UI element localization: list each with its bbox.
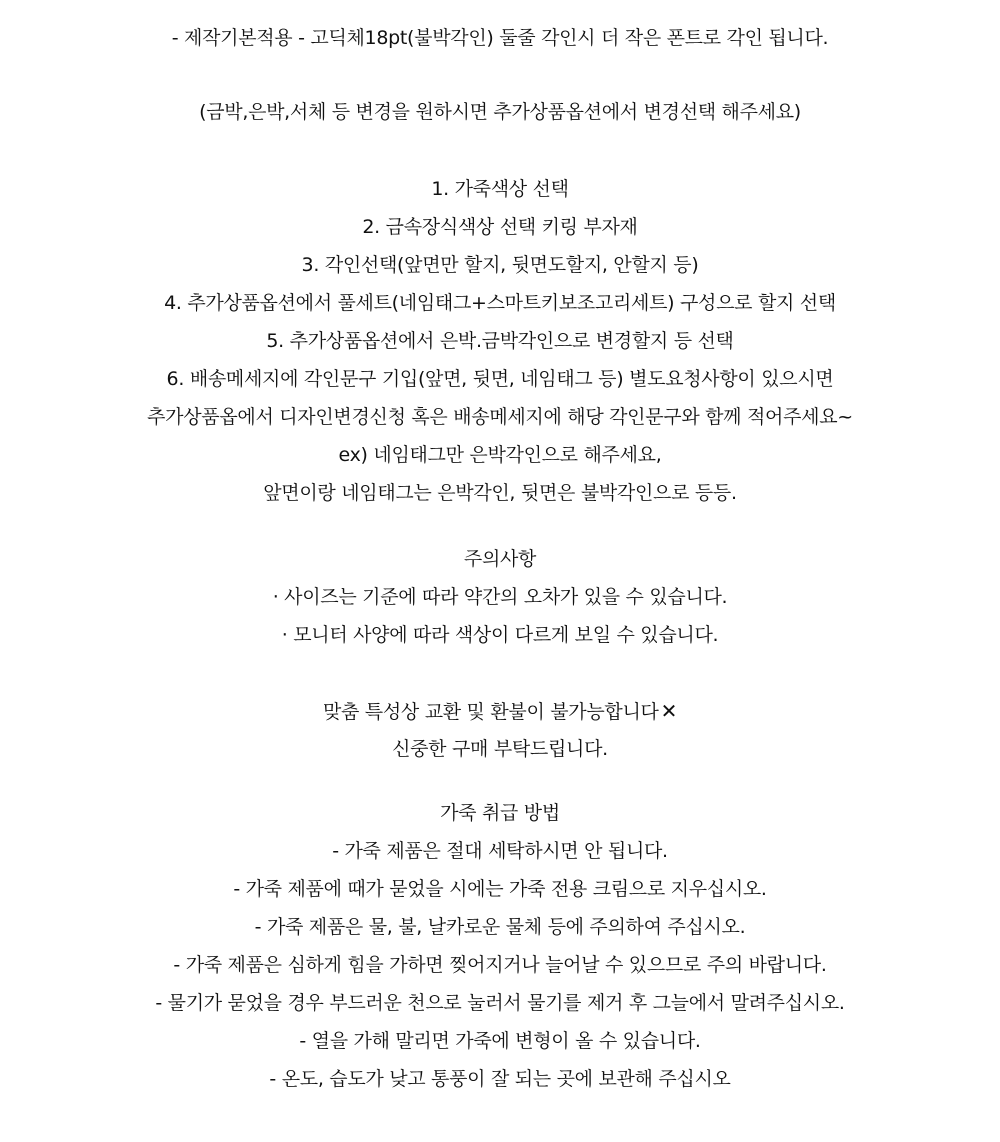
step-item: 1. 가죽색상 선택	[431, 178, 569, 200]
change-option-note: (금박,은박,서체 등 변경을 원하시면 추가상품옵션에서 변경선택 해주세요)	[199, 101, 801, 123]
step-item: 5. 추가상품옵션에서 은박.금박각인으로 변경할지 등 선택	[266, 330, 734, 352]
care-item: - 물기가 묻었을 경우 부드러운 천으로 눌러서 물기를 제거 후 그늘에서 말려주십시오.	[155, 992, 845, 1014]
step-item: 앞면이랑 네임태그는 은박각인, 뒷면은 불박각인으로 등등.	[263, 482, 737, 504]
step-item: 3. 각인선택(앞면만 할지, 뒷면도할지, 안할지 등)	[301, 254, 699, 276]
step-item: ex) 네임태그만 은박각인으로 해주세요,	[338, 444, 662, 466]
step-item: 2. 금속장식색상 선택 키링 부자재	[362, 216, 638, 238]
cross-mark-icon: ✕	[660, 699, 678, 723]
care-item: - 온도, 습도가 낮고 통풍이 잘 되는 곳에 보관해 주십시오	[269, 1068, 731, 1090]
care-item: - 가죽 제품은 물, 불, 날카로운 물체 등에 주의하여 주십시오.	[254, 916, 746, 938]
care-item: - 열을 가해 말리면 가죽에 변형이 올 수 있습니다.	[299, 1030, 701, 1052]
refund-notice-text: 맞춤 특성상 교환 및 환불이 불가능합니다	[322, 701, 659, 723]
care-item: - 가죽 제품에 때가 묻었을 시에는 가죽 전용 크림으로 지우십시오.	[233, 878, 767, 900]
care-title: 가죽 취급 방법	[440, 802, 560, 824]
caution-item: · 사이즈는 기준에 따라 약간의 오차가 있을 수 있습니다.	[272, 586, 728, 608]
default-spec-text: - 제작기본적용 - 고딕체18pt(불박각인) 둘줄 각인시 더 작은 폰트로 각인 됩니다.	[171, 27, 829, 49]
step-item: 추가상품옵에서 디자인변경신청 혹은 배송메세지에 해당 각인문구와 함께 적어주세요~	[147, 406, 853, 428]
care-item: - 가죽 제품은 절대 세탁하시면 안 됩니다.	[332, 840, 668, 862]
step-item: 6. 배송메세지에 각인문구 기입(앞면, 뒷면, 네임태그 등) 별도요청사항이 있으시면	[166, 368, 834, 390]
caution-item: · 모니터 사양에 따라 색상이 다르게 보일 수 있습니다.	[281, 624, 719, 646]
care-item: - 가죽 제품은 심하게 힘을 가하면 찢어지거나 늘어날 수 있으므로 주의 바랍니다.	[173, 954, 827, 976]
careful-purchase-request: 신중한 구매 부탁드립니다.	[392, 738, 608, 760]
refund-notice	[0, 697, 1000, 726]
caution-title: 주의사항	[463, 548, 537, 570]
step-item: 4. 추가상품옵션에서 풀세트(네임태그+스마트키보조고리세트) 구성으로 할지 선택	[164, 292, 836, 314]
